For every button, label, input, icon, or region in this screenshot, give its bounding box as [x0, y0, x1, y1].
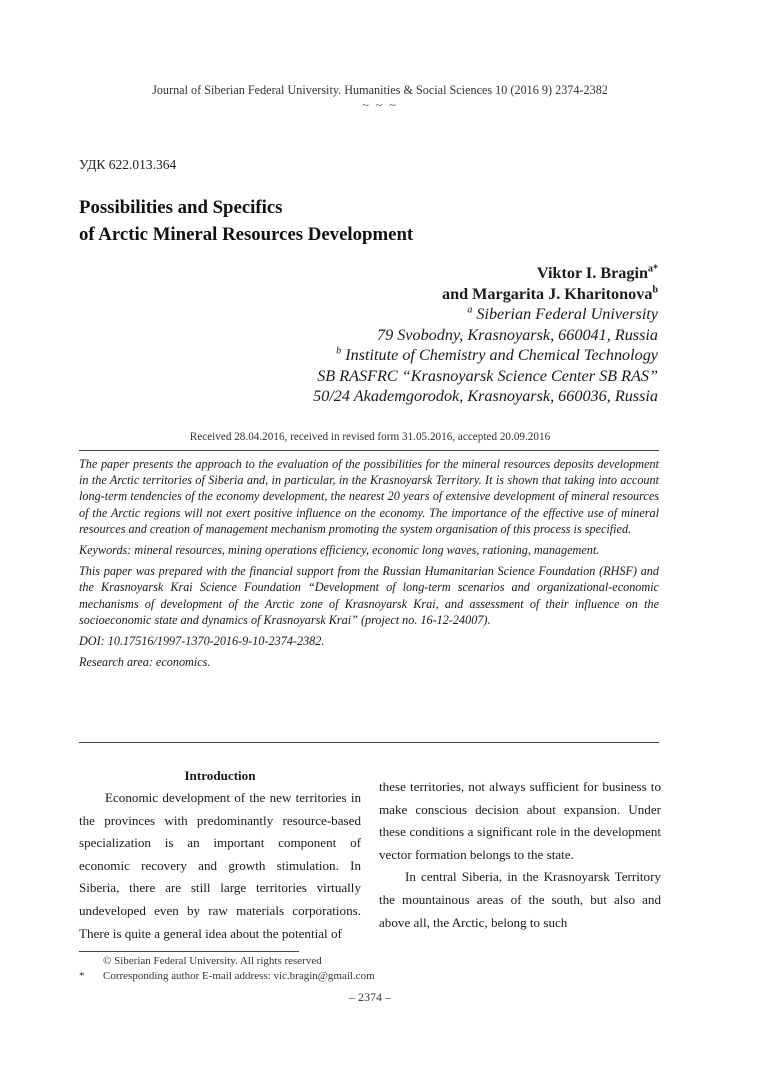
abstract-top-rule [79, 450, 659, 451]
footnote-corresponding [79, 969, 375, 984]
research-area: Research area: economics. [79, 655, 211, 670]
abstract-block [79, 456, 659, 675]
journal-header: Journal of Siberian Federal University. Humanities & Social Sciences 10 (2016 9) 2374-2382 [152, 83, 608, 97]
abstract-bottom-rule [79, 742, 659, 743]
affiliation-a-address: 79 Svobodny, Krasnoyarsk, 660041, Russia [376, 325, 658, 344]
funding-note: This paper was prepared with the financial support from the Russian Humanitarian Science Foundation (RHSF) and the Krasnoyarsk Krai Science Foundation “Development of long-term scenarios and organizational-economic mechanisms of development of the Arctic zone of Krasnoyarsk Krai, and assessment of their influence on the socioeconomic state and dynamics of Krasnoyarsk Krai” (project no. 16-12-24007). [79, 564, 659, 627]
affiliation-a-name: Siberian Federal University [476, 305, 658, 323]
footnotes [79, 954, 375, 983]
abstract-text: The paper presents the approach to the evaluation of the possibilities for the mineral resources deposits development in the Arctic territories of Siberia and, in particular, in the Krasnoyarsk Territory. It is shown that taking into account long-term tendencies of the economy development, the nearest 20 years of extensive development of mineral resources of the Arctic regions will not exert positive influence on the economy. The importance of the effective use of mineral resources and creation of management mechanism promoting the system organisation of this process is specified. [79, 457, 659, 536]
footnote-copyright: © Siberian Federal University. All rights reserved [103, 955, 322, 967]
affiliation-a [313, 304, 658, 325]
author-1-sup: a* [648, 263, 658, 275]
author-1 [313, 263, 658, 284]
keywords: Keywords: mineral resources, mining operations efficiency, economic long waves, rationing, management. [79, 543, 600, 558]
author-2-name: and Margarita J. Kharitonova [442, 284, 653, 303]
affiliation-b-mark: b [336, 345, 342, 357]
affiliation-b-name: Institute of Chemistry and Chemical Technology [345, 346, 658, 364]
author-block [313, 263, 658, 407]
footnote-mark: * [79, 969, 85, 982]
author-1-name: Viktor I. Bragin [536, 264, 648, 282]
author-2-sup: b [652, 284, 658, 296]
footnote-rule [79, 951, 299, 952]
title-line-2: of Arctic Mineral Resources Development [79, 224, 414, 245]
section-heading-introduction: Introduction [184, 768, 256, 783]
page-number: – 2374 – [349, 990, 391, 1004]
body-paragraph: these territories, not always sufficient for business to make conscious decision about expansion. Under these conditions a significant role in the development vector formation belongs to the state. [379, 779, 661, 862]
body-paragraph: Economic development of the new territories in the provinces with predominantly resource-based specialization is an important component of economic recovery and growth stimulation. In Siberia, there are still large territories virtually undeveloped even by raw materials corporations. There is quite a general idea about the potential of [79, 790, 361, 941]
author-2 [313, 284, 658, 305]
affiliation-b [313, 345, 658, 366]
affiliation-b-org: SB RASFRC “Krasnoyarsk Science Center SB RAS” [317, 366, 658, 385]
header-separator: ~ ~ ~ [362, 98, 398, 112]
body-column-left [79, 765, 361, 945]
doi: DOI: 10.17516/1997-1370-2016-9-10-2374-2382. [79, 634, 325, 649]
footnote-corresponding-text: Corresponding author E-mail address: vic.bragin@gmail.com [103, 969, 375, 982]
paper-title [79, 194, 413, 248]
affiliation-b-address: 50/24 Akademgorodok, Krasnoyarsk, 660036, Russia [313, 387, 658, 405]
affiliation-a-mark: a [467, 304, 473, 316]
udc-code: УДК 622.013.364 [79, 157, 177, 172]
body-column-right [379, 776, 661, 934]
title-line-1: Possibilities and Specifics [79, 197, 283, 218]
received-dates: Received 28.04.2016, received in revised form 31.05.2016, accepted 20.09.2016 [189, 431, 551, 443]
body-paragraph: In central Siberia, in the Krasnoyarsk Territory the mountainous areas of the south, but also and above all, the Arctic, belong to such [379, 869, 661, 930]
